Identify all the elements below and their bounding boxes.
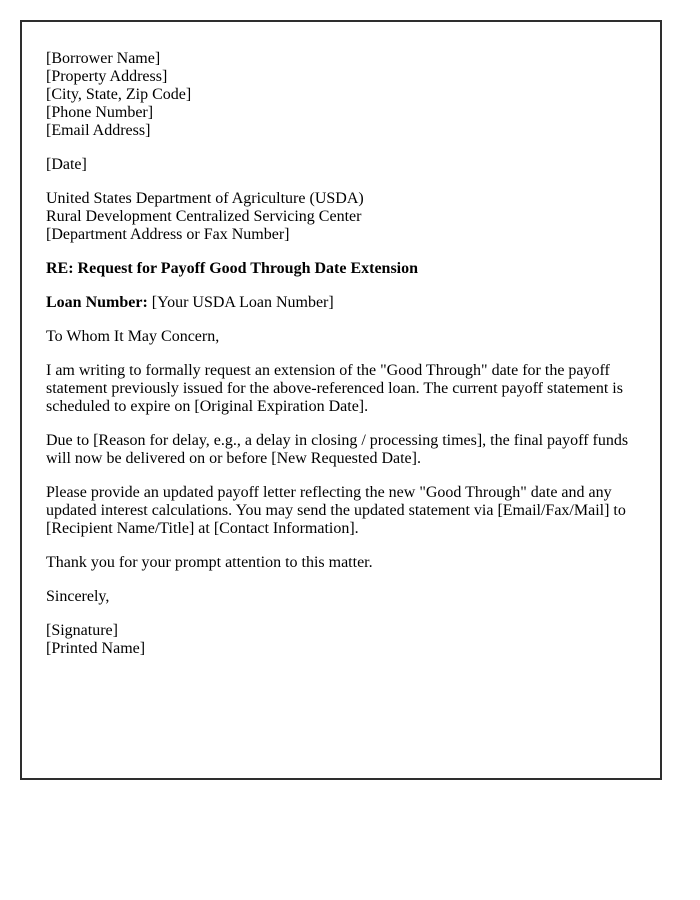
signature-block: [46, 622, 634, 658]
recipient-dept-line: Rural Development Centralized Servicing Center: [46, 208, 362, 225]
body-paragraph-updated-letter-request: Please provide an updated payoff letter reflecting the new "Good Through" date and any updated interest calculations. You may send the updated statement via [Email/Fax/Mail] to [Recipient Name/Title] at [Contact Information].: [46, 484, 626, 537]
sender-city-state-zip-line: [City, State, Zip Code]: [46, 86, 192, 103]
body-paragraph-extension-request: I am writing to formally request an extension of the "Good Through" date for the payoff statement previously issued for the above-referenced loan. The current payoff statement is scheduled to expire on [Original Expiration Date].: [46, 362, 623, 415]
sender-phone-line: [Phone Number]: [46, 104, 154, 121]
letter-document: [20, 20, 662, 780]
printed-name-line: [Printed Name]: [46, 640, 146, 657]
sender-email-line: [Email Address]: [46, 122, 151, 139]
closing-line: Sincerely,: [46, 588, 110, 605]
sender-address-block: [46, 50, 634, 140]
salutation-line: To Whom It May Concern,: [46, 328, 220, 345]
recipient-org-line: United States Department of Agriculture (USDA): [46, 190, 364, 207]
sender-name-line: [Borrower Name]: [46, 50, 161, 67]
subject-line: RE: Request for Payoff Good Through Date Extension: [46, 260, 419, 277]
body-paragraph-delay-reason: Due to [Reason for delay, e.g., a delay in closing / processing times], the final payoff funds will now be delivered on or before [New Requested Date].: [46, 432, 629, 467]
loan-number-label: Loan Number:: [46, 294, 148, 311]
sender-property-address-line: [Property Address]: [46, 68, 168, 85]
body-paragraph-thank-you: Thank you for your prompt attention to this matter.: [46, 554, 373, 571]
recipient-address-block: [46, 190, 634, 244]
loan-number-value: [Your USDA Loan Number]: [151, 294, 334, 311]
loan-number-line: [46, 294, 634, 312]
signature-line: [Signature]: [46, 622, 118, 639]
recipient-address-line: [Department Address or Fax Number]: [46, 226, 290, 243]
date-line: [Date]: [46, 156, 87, 173]
